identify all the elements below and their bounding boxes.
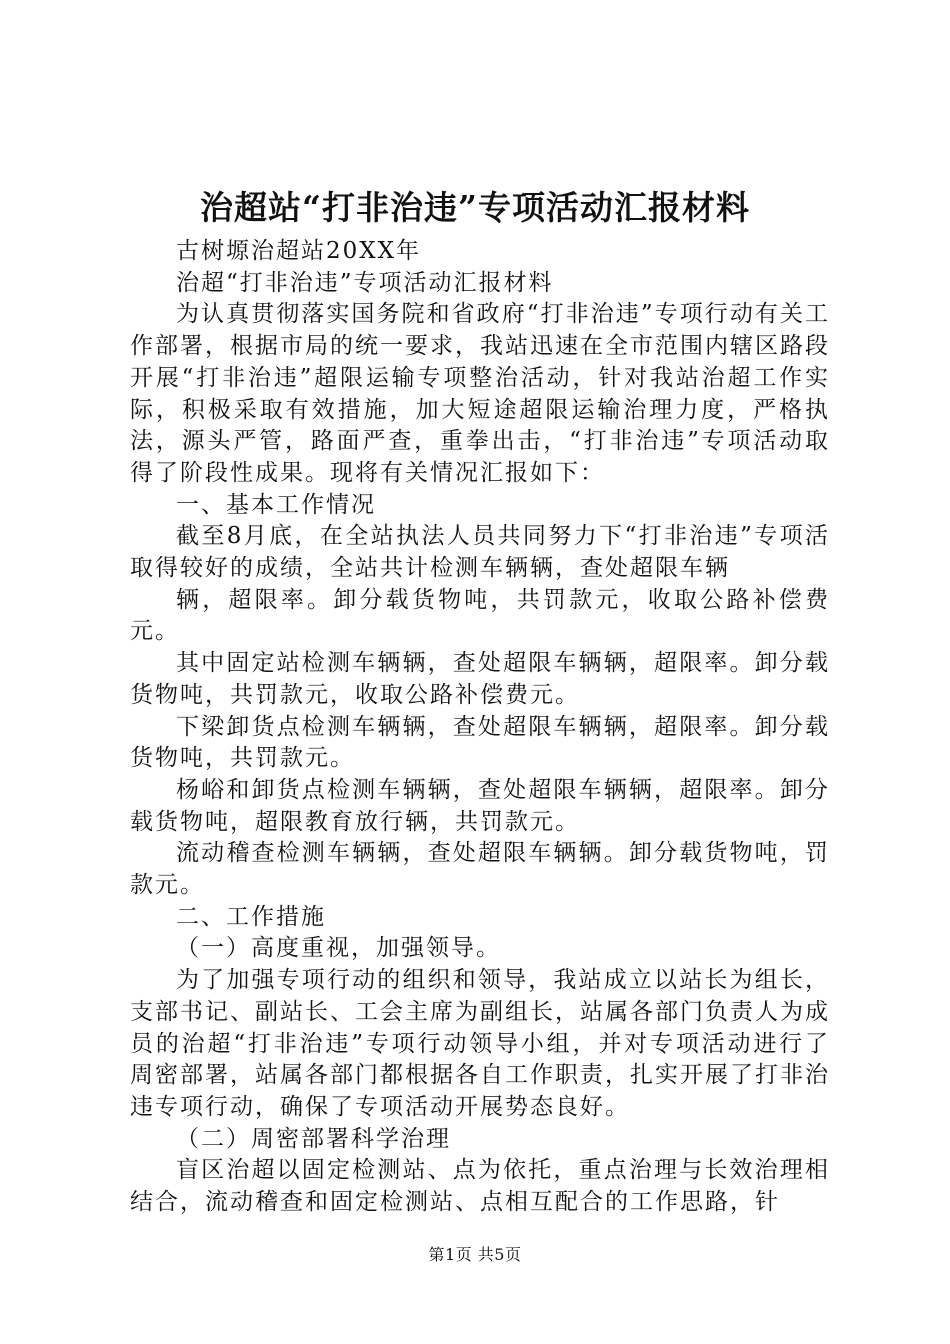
document-title: 治超站“打非治违”专项活动汇报材料	[200, 188, 750, 227]
document-body	[130, 236, 830, 1219]
paragraph-leadership: 为了加强专项行动的组织和领导，我站成立以站长为组长，支部书记、副站长、工会主席为副组长，站属各部门负责人为成员的治超“打非治违”专项行动领导小组，并对专项活动进行了周密部署，站属各部门都根据各自工作职责，扎实开展了打非治违专项行动，确保了专项活动开展势态良好。	[130, 967, 830, 1120]
paragraph-stats-overall: 截至8月底，在全站执法人员共同努力下“打非治违”专项活取得较好的成绩，全站共计检测车辆辆，查处超限车辆	[130, 523, 830, 582]
section-heading-measures: 二、工作措施	[176, 903, 326, 930]
subsection-heading-2: （二）周密部署科学治理	[176, 1125, 451, 1152]
paragraph-stats-mobile: 流动稽查检测车辆辆，查处超限车辆辆。卸分载货物吨，罚款元。	[130, 840, 830, 899]
paragraph-stats-yangyuhe: 杨峪和卸货点检测车辆辆，查处超限车辆辆，超限率。卸分载货物吨，超限教育放行辆，共罚款元。	[130, 776, 830, 835]
paragraph-subtitle: 治超“打非治违”专项活动汇报材料	[176, 269, 554, 296]
paragraph-station-year: 古树塬治超站20XX年	[176, 238, 422, 264]
paragraph-stats-fixed-station: 其中固定站检测车辆辆，查处超限车辆辆，超限率。卸分载货物吨，共罚款元，收取公路补偿费元。	[130, 650, 830, 708]
page-number-footer: 第1页 共5页	[428, 1245, 522, 1264]
paragraph-intro: 为认真贯彻落实国务院和省政府“打非治违”专项行动有关工作部署，根据市局的统一要求，我站迅速在全市范围内辖区路段开展“打非治违”超限运输专项整治活动，针对我站治超工作实际，积极采取有效措施，加大短途超限运输治理力度，严格执法，源头严管，路面严查，重拳出击，“打非治违”专项活动取得了阶段性成果。现将有关情况汇报如下：	[130, 301, 830, 486]
paragraph-blind-zone: 盲区治超以固定检测站、点为依托，重点治理与长效治理相结合，流动稽查和固定检测站、点相互配合的工作思路，针	[130, 1157, 830, 1216]
subsection-heading-1: （一）高度重视，加强领导。	[176, 935, 501, 962]
section-heading-basic: 一、基本工作情况	[176, 491, 376, 518]
paragraph-stats-overall-cont: 辆，超限率。卸分载货物吨，共罚款元，收取公路补偿费元。	[130, 586, 830, 645]
paragraph-stats-xialiang: 下梁卸货点检测车辆辆，查处超限车辆辆，超限率。卸分载货物吨，共罚款元。	[130, 713, 830, 772]
